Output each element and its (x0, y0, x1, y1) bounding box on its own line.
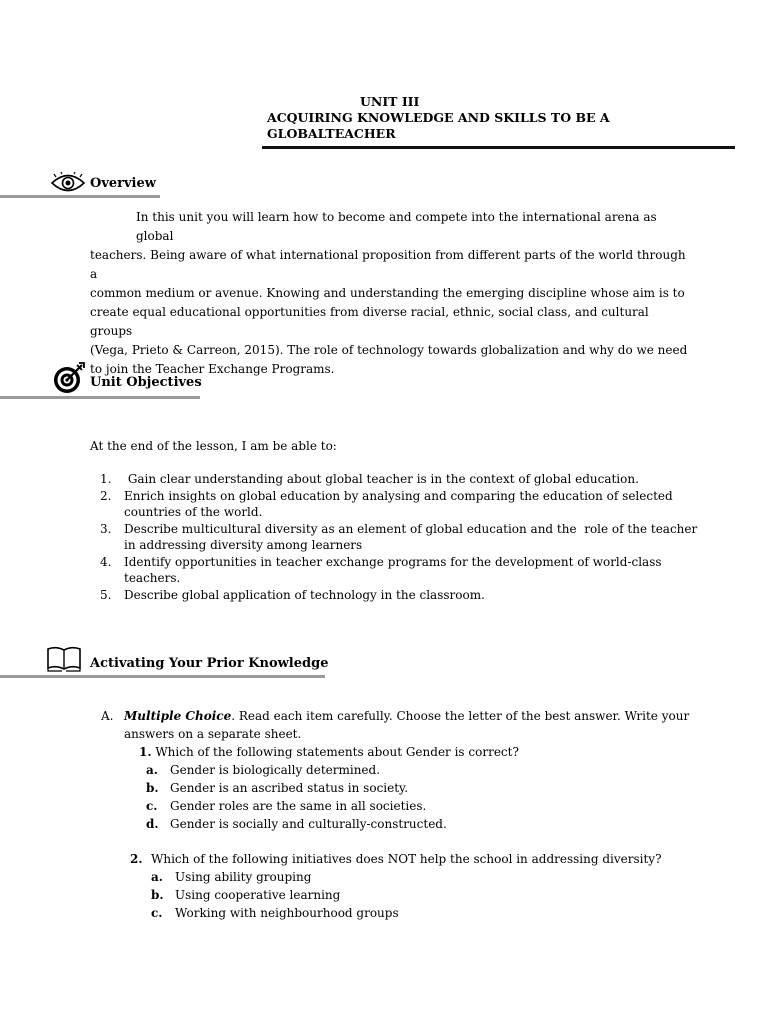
question-1-options (101, 761, 701, 833)
overview-rule (0, 195, 160, 198)
objectives-rule (0, 396, 200, 399)
overview-line: teachers. Being aware of what international proposition from different parts of the world through a (90, 248, 686, 281)
multiple-choice-instructions: A. Multiple Choice. Read each item carefully. Choose the letter of the best answer. Write your (101, 709, 690, 723)
option: a. Using ability grouping (151, 870, 312, 884)
overview-line: In this unit you will learn how to become and compete into the international arena as global (136, 210, 657, 243)
prior-knowledge-title: Activating Your Prior Knowledge (90, 656, 329, 671)
option: b. Gender is an ascribed status in society. (146, 781, 409, 795)
unit-title-line-1: ACQUIRING KNOWLEDGE AND SKILLS TO BE A (267, 110, 610, 125)
unit-number: UNIT III (360, 94, 420, 109)
question-2: 2. Which of the following initiatives does NOT help the school in addressing diversity? (130, 852, 662, 866)
option: c. Working with neighbourhood groups (151, 906, 399, 920)
question-1: 1. Which of the following statements about Gender is correct? (139, 745, 519, 759)
open-book-icon (46, 646, 82, 672)
objectives-title: Unit Objectives (90, 375, 202, 390)
overview-line: common medium or avenue. Knowing and understanding the emerging discipline whose aim is to (90, 286, 685, 300)
eye-icon (50, 172, 86, 194)
list-item: 3. Describe multicultural diversity as an element of global education and the role of the teacher in addressing diversity among learners (100, 521, 698, 552)
option: c. Gender roles are the same in all societies. (146, 799, 427, 813)
target-icon (52, 361, 86, 395)
objectives-list (100, 471, 700, 603)
multiple-choice-section: A. Multiple Choice. Read each item carefully. Choose the letter of the best answer. Write your answers on a separate sheet. 1. Which of the following statements about Gender is correct? a. Gender is biologically determined. b. Gender is an ascribed status in society. c. Gender roles are the same in all societies. d. Gender is socially and culturally-constructed. 2. Which of the following initiatives does NOT help the school in addressing diversity? a. Using ability grouping b. Using cooperative learning c. Working with neighbourhood groups (101, 707, 701, 922)
unit-heading (267, 94, 737, 142)
unit-title-line-2: GLOBALTEACHER (267, 126, 396, 141)
list-item: 2. Enrich insights on global education by analysing and comparing the education of selected countries of the world. (100, 488, 673, 519)
objectives-intro: At the end of the lesson, I am be able to: (90, 439, 337, 453)
overview-line: create equal educational opportunities from diverse racial, ethnic, social class, and cultural groups (90, 305, 649, 338)
overview-title: Overview (90, 176, 156, 191)
option: d. Gender is socially and culturally-constructed. (146, 817, 447, 831)
overview-paragraph (90, 208, 690, 379)
unit-heading-rule (262, 146, 735, 149)
overview-line: to join the Teacher Exchange Programs. (90, 362, 335, 376)
option: a. Gender is biologically determined. (146, 763, 381, 777)
question-2-options (101, 868, 701, 922)
list-item: 1. Gain clear understanding about global teacher is in the context of global education. (100, 472, 639, 486)
prior-knowledge-rule (0, 675, 325, 678)
list-item: 5. Describe global application of technology in the classroom. (100, 587, 485, 602)
option: b. Using cooperative learning (151, 888, 341, 902)
overview-line: (Vega, Prieto & Carreon, 2015). The role of technology towards globalization and why do we need (90, 343, 688, 357)
list-item: 4. Identify opportunities in teacher exchange programs for the development of world-class teachers. (100, 554, 662, 585)
